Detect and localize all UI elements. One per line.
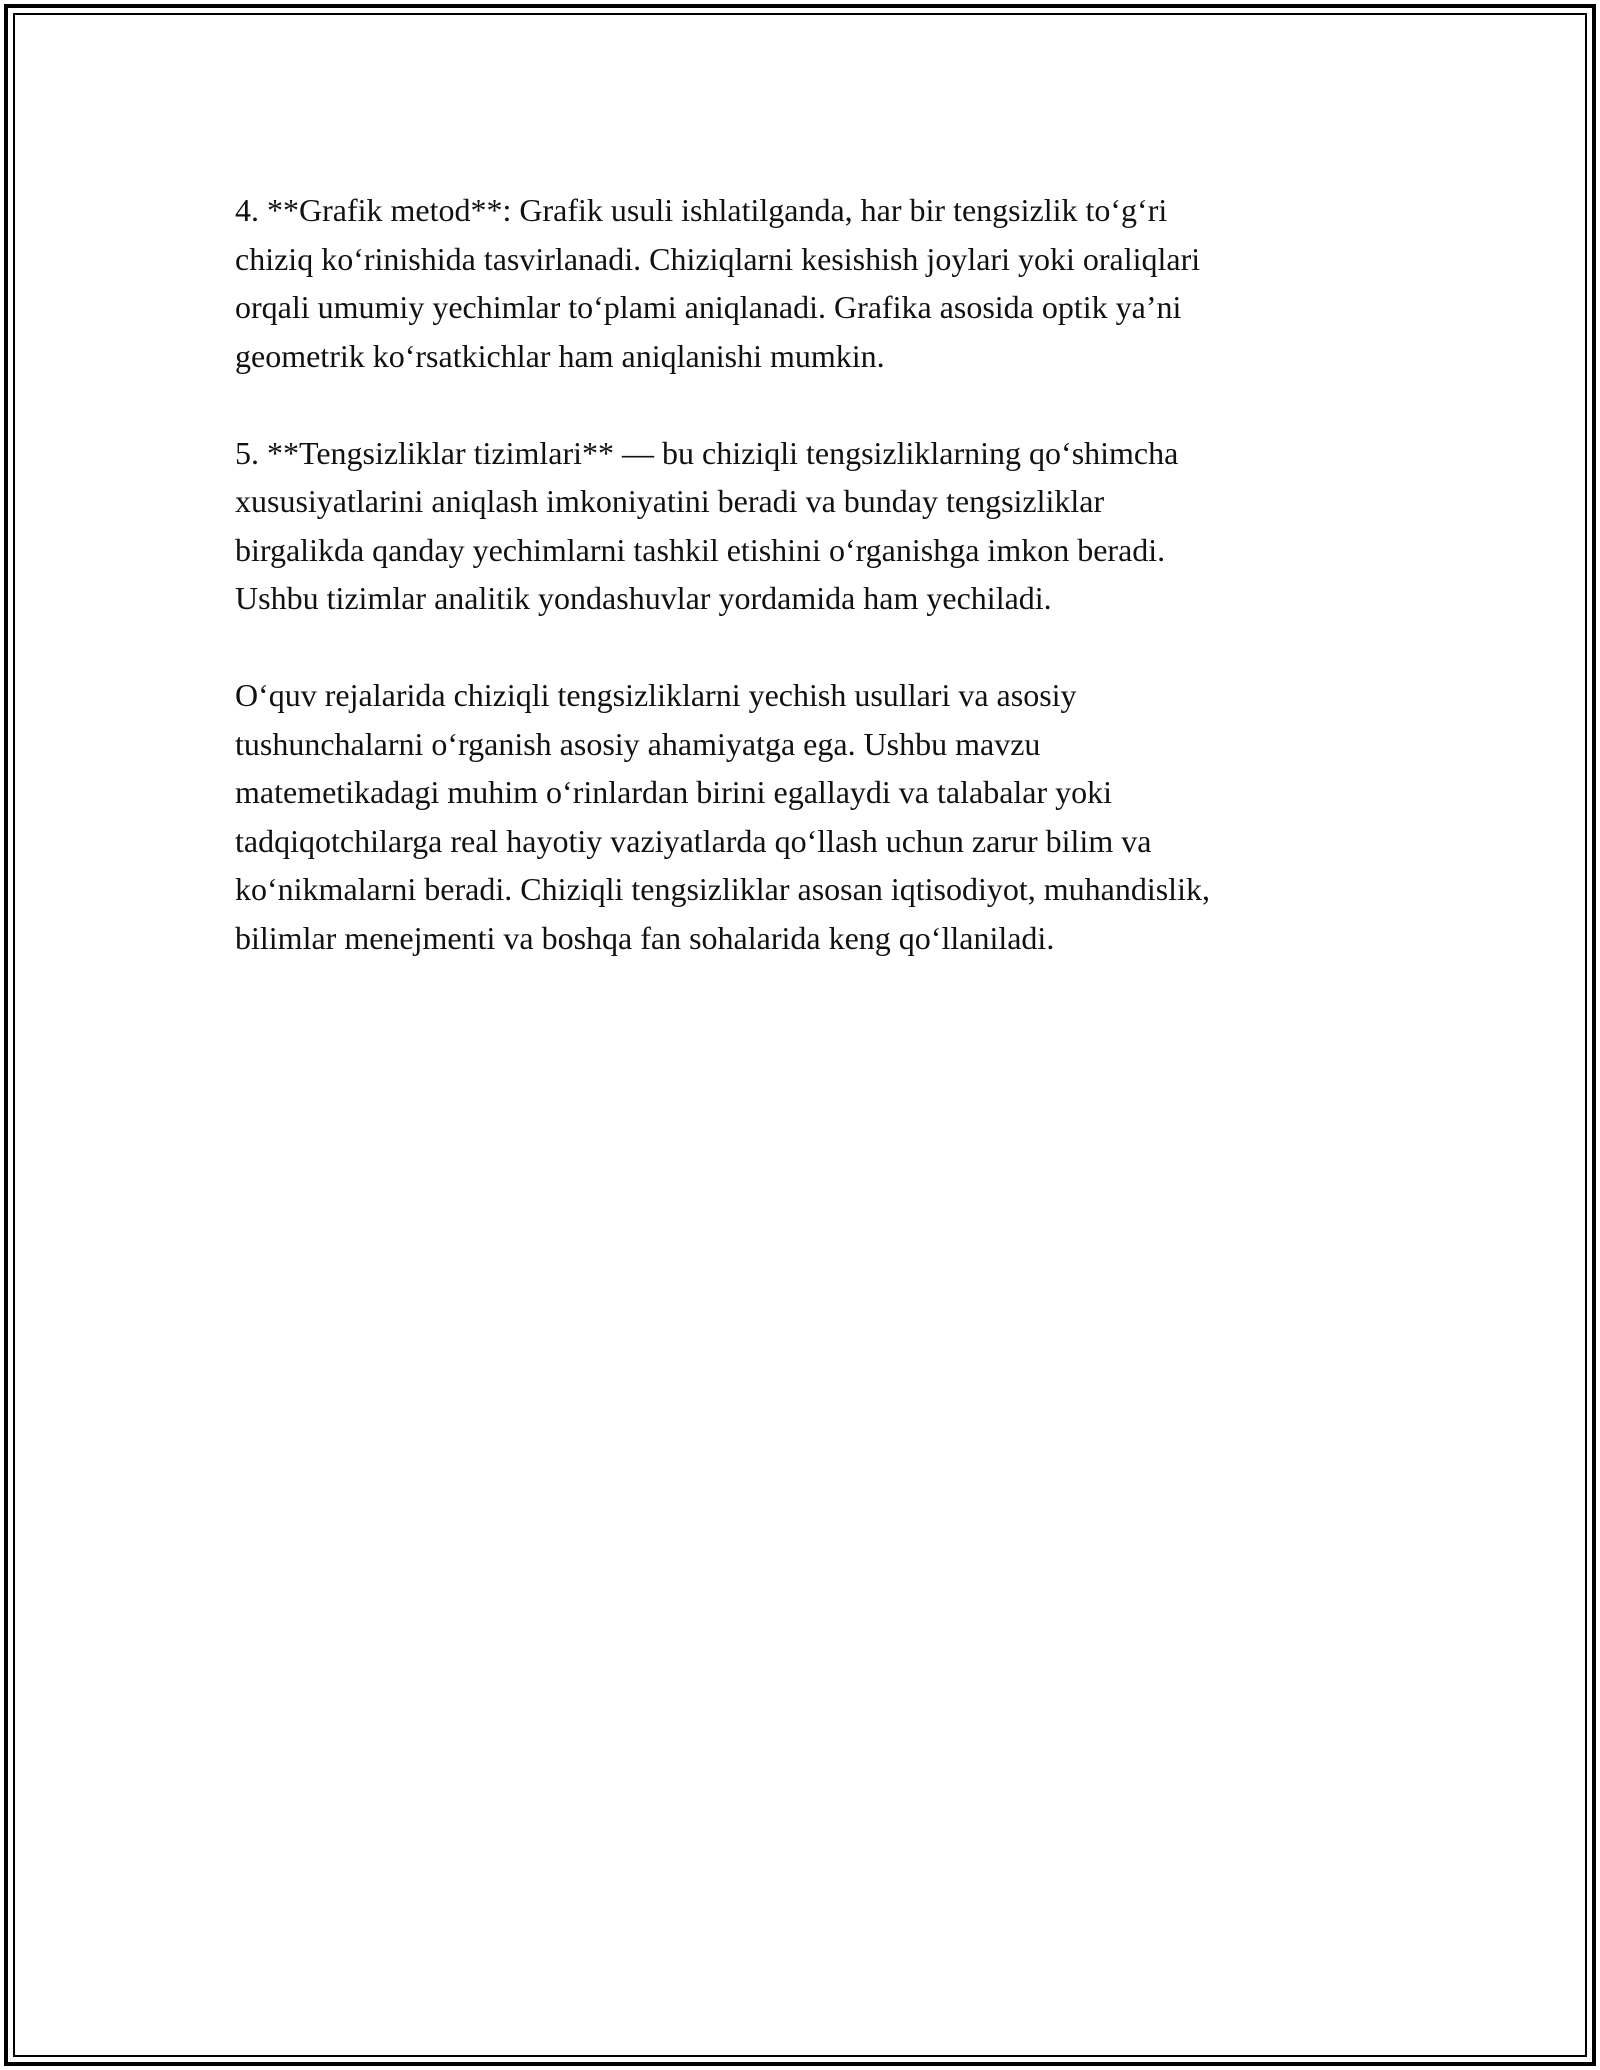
text-line: 5. **Tengsizliklar tizimlari** — bu chiziqli tengsizliklarning qo‘shimcha — [235, 434, 1179, 471]
text-line: ko‘nikmalarni beradi. Chiziqli tengsizliklar asosan iqtisodiyot, muhandislik, — [235, 871, 1210, 907]
text-line: 4. **Grafik metod**: Grafik usuli ishlatilganda, har bir tengsizlik to‘g‘ri — [235, 192, 1168, 228]
text-line: tadqiqotchilarga real hayotiy vaziyatlarda qo‘llash uchun zarur bilim va — [235, 822, 1152, 859]
text-line: Ushbu tizimlar analitik yondashuvlar yordamida ham yechiladi. — [235, 580, 1052, 616]
text-line: xususiyatlarini aniqlash imkoniyatini beradi va bunday tengsizliklar — [235, 483, 1105, 519]
text-line: geometrik ko‘rsatkichlar ham aniqlanishi mumkin. — [235, 337, 885, 374]
paragraph-grafik-metod — [235, 186, 1365, 380]
text-line: chiziq ko‘rinishida tasvirlanadi. Chiziqlarni kesishish joylari yoki oraliqlari — [235, 240, 1201, 277]
text-line: orqali umumiy yechimlar to‘plami aniqlanadi. Grafika asosida optik ya’ni — [235, 289, 1182, 325]
paragraph-tengsizliklar-tizimlari — [235, 429, 1365, 623]
text-line: matemetikadagi muhim o‘rinlardan birini egallaydi va talabalar yoki — [235, 774, 1113, 810]
text-line: birgalikda qanday yechimlarni tashkil etishini o‘rganishga imkon beradi. — [235, 531, 1166, 568]
text-line: bilimlar menejmenti va boshqa fan sohalarida keng qo‘llaniladi. — [235, 919, 1055, 956]
paragraph-oquv-rejalari — [235, 671, 1365, 962]
document-body — [235, 186, 1365, 1011]
text-line: O‘quv rejalarida chiziqli tengsizliklarni yechish usullari va asosiy — [235, 677, 1077, 713]
text-line: tushunchalarni o‘rganish asosiy ahamiyatga ega. Ushbu mavzu — [235, 725, 1041, 762]
